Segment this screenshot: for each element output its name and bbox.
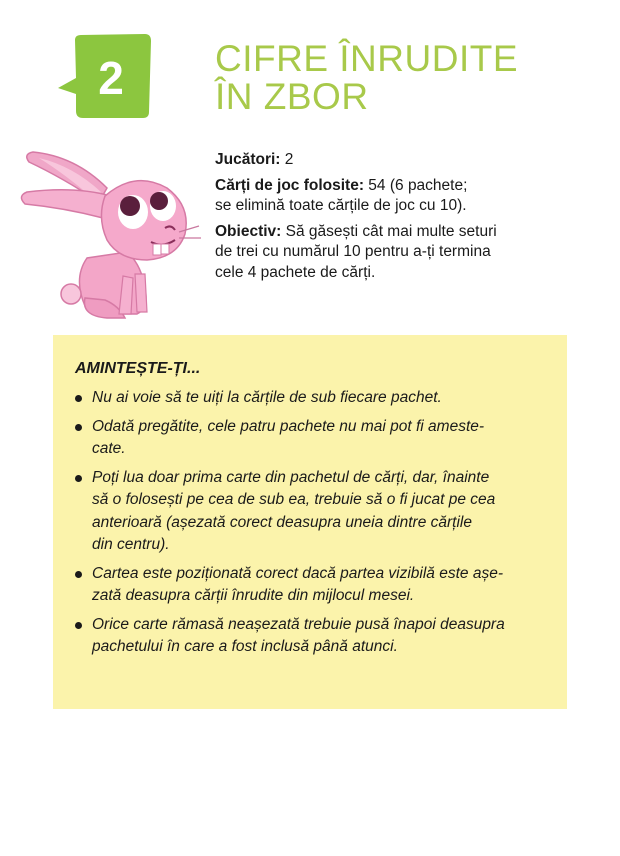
reminder-item-5-line-2: pachetului în care a fost inclusă până atunci. <box>92 638 398 655</box>
reminder-item <box>75 614 547 659</box>
game-info <box>215 150 545 288</box>
objective-value-3: cele 4 pachete de cărți. <box>215 263 376 281</box>
reminder-item <box>75 563 547 608</box>
bullet-icon <box>75 571 82 578</box>
reminder-item-2-line-1: Odată pregătite, cele patru pachete nu mai pot fi ameste- <box>92 417 485 435</box>
reminder-item-3-line-1: Poți lua doar prima carte din pachetul de cărți, dar, înainte <box>92 468 490 486</box>
objective-value-2: de trei cu numărul 10 pentru a-ți termina <box>215 243 491 260</box>
reminder-item <box>75 416 547 461</box>
reminder-item <box>75 467 547 557</box>
reminder-item <box>75 387 547 410</box>
cards-value-1: 54 (6 pachete; <box>364 176 468 194</box>
reminder-item-3-line-3: anterioară (așezată corect deasupra uneia dintre cărțile <box>92 513 472 531</box>
reminder-box <box>53 335 567 709</box>
reminder-list <box>75 387 547 659</box>
reminder-item-3-line-4: din centru). <box>92 536 170 553</box>
reminder-item-4-line-1: Cartea este poziționată corect dacă partea vizibilă este așe- <box>92 564 503 582</box>
cards-label: Cărți de joc folosite: <box>215 176 364 194</box>
bunny-icon <box>15 148 205 323</box>
reminder-title: AMINTEȘTE-ȚI... <box>75 360 201 377</box>
players-value: 2 <box>280 151 294 168</box>
objective-label: Obiectiv: <box>215 222 282 240</box>
cards-line <box>215 176 545 217</box>
reminder-item-1-line-1: Nu ai voie să te uiți la cărțile de sub fiecare pachet. <box>92 389 442 406</box>
bullet-icon <box>75 475 82 482</box>
game-number-badge <box>55 32 155 124</box>
reminder-item-2-line-2: cate. <box>92 440 126 457</box>
bullet-icon <box>75 622 82 629</box>
badge-number: 2 <box>98 52 124 104</box>
game-title-line-1: CIFRE ÎNRUDITE <box>215 38 518 79</box>
bullet-icon <box>75 424 82 431</box>
objective-value-1: Să găsești cât mai multe seturi <box>281 222 497 240</box>
reminder-item-3-line-2: să o folosești pe cea de sub ea, trebuie să o fi jucat pe cea <box>92 491 496 508</box>
bullet-icon <box>75 395 82 402</box>
reminder-item-5-line-1: Orice carte rămasă neașezată trebuie pusă înapoi deasupra <box>92 615 505 633</box>
players-label: Jucători: <box>215 151 281 168</box>
game-title-line-2: ÎN ZBOR <box>215 76 369 117</box>
reminder-item-4-line-2: zată deasupra cărții înrudite din mijlocul mesei. <box>92 587 415 604</box>
cards-value-2: se elimină toate cărțile de joc cu 10). <box>215 197 467 214</box>
pink-bunny-illustration <box>15 148 205 323</box>
players-line <box>215 150 545 171</box>
objective-line <box>215 222 545 284</box>
game-title <box>215 40 518 116</box>
